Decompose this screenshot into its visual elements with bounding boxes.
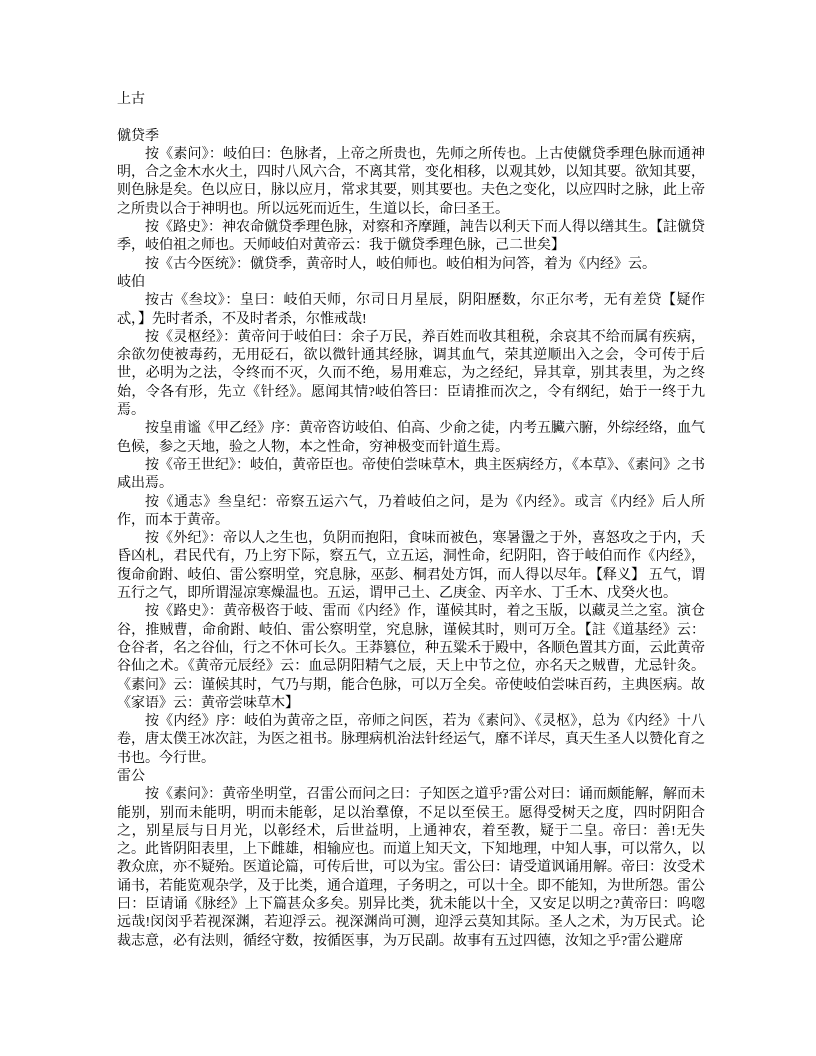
section-heading-jiudaiji: 僦贷季 [117, 128, 159, 144]
paragraph-qibo-sanfen: 按古《叁坟》：皇曰：岐伯天师，尔司日月星辰，阴阳歷数，尔正尔考，无有差贷【疑作忒，】先时者杀，不及时者杀，尔惟戒哉! [117, 293, 705, 327]
paragraph-jiudaiji-lushi: 按《路史》：神农命僦贷季理色脉，对察和齐摩踵，訰告以利天下而人得以缮其生。【註僦贷季，岐伯祖之师也。天师岐伯对黄帝云：我于僦贷季理色脉，己二世矣】 [117, 220, 705, 254]
section-heading-shanggu: 上古 [117, 92, 145, 107]
paragraph-qibo-jiayijing: 按皇甫谧《甲乙经》序：黄帝咨访岐伯、伯高、少俞之徒，内考五臟六腑，外综经络，血气色候，参之天地，验之人物，本之性命，穷神极变而针道生焉。 [117, 421, 705, 455]
document-content [117, 91, 705, 951]
paragraph-qibo-tongzhi: 按《通志》叁皇纪：帝察五运六气，乃着岐伯之问，是为《内经》。或言《内经》后人所作，而本于黄帝。 [117, 494, 705, 528]
paragraph-qibo-lushi: 按《路史》：黄帝极咨于岐、雷而《内经》作，谨候其时，着之玉版，以藏灵兰之室。演仓谷，推贼曹，命俞跗、岐伯、雷公察明堂，究息脉，谨候其时，则可万全。【註《道基经》云：仓谷者，名之谷仙，行之不休可长久。王莽篡位，种五粱禾于殿中，各顺色置其方面，云此黄帝谷仙之术。《黄帝元辰经》云：血忌阴阳精气之辰，天上中节之位，亦名天之贼曹，尤忌针灸。《素问》云：谨候其时，气乃与期，能合色脉，可以万全矣。帝使岐伯尝味百药，主典医病。故《家语》云：黄帝尝味草木】 [117, 604, 705, 711]
paragraph-qibo-waiji: 按《外纪》：帝以人之生也，负阴而抱阳，食味而被色，寒暑盪之于外，喜怒攻之于内，夭昏凶札，君民代有，乃上穷下际，察五气，立五运，洞性命，纪阴阳，咨于岐伯而作《内经》，復命俞跗、岐伯、雷公察明堂，究息脉，巫彭、桐君处方饵，而人得以尽年。【释义】 五气，谓五行之气，即所谓湿凉寒燥温也。五运，谓甲己土、乙庚金、丙辛水、丁壬木、戊癸火也。 [117, 531, 705, 602]
paragraph-qibo-lingshujing: 按《灵枢经》：黄帝问于岐伯曰：余子万民，养百姓而收其租税，余哀其不给而属有疾病，余欲勿使被毒药，无用砭石，欲以微针通其经脉，调其血气，荣其逆顺出入之会，令可传于后世，必明为之法，令终而不灭，久而不绝，易用难忘，为之经纪，异其章，别其表里，为之终始，令各有形，先立《针经》。愿闻其情?岐伯答曰：臣请推而次之，令有纲纪，始于一终于九焉。 [117, 329, 705, 419]
section-heading-leigong: 雷公 [117, 768, 145, 784]
paragraph-jiudaiji-gujinyitong: 按《古今医统》：僦贷季，黄帝时人，岐伯师也。岐伯相为问答，着为《内经》云。 [145, 256, 656, 272]
section-heading-qibo: 岐伯 [117, 274, 145, 290]
paragraph-qibo-neijingxu: 按《内经》序：岐伯为黄帝之臣，帝师之问医，若为《素问》、《灵枢》，总为《内经》十八卷，唐太僕王冰次註，为医之祖书。脉理病机治法针经运气，靡不详尽，真天生圣人以赞化育之书也。今行世。 [117, 714, 705, 766]
paragraph-qibo-diwangshiji: 按《帝王世纪》：岐伯，黄帝臣也。帝使伯尝味草木，典主医病经方，《本草》、《素问》之书咸出焉。 [117, 457, 705, 492]
paragraph-jiudaiji-suwen: 按《素问》：岐伯曰：色脉者，上帝之所贵也，先师之所传也。上古使僦贷季理色脉而通神明，合之金木水火土，四时八风六合，不离其常，变化相移，以观其妙，以知其要。欲知其要，则色脉是矣。色以应日，脉以应月，常求其要，则其要也。夫色之变化，以应四时之脉，此上帝之所贵以合于神明也。所以远死而近生，生道以长，命曰圣王。 [117, 146, 705, 217]
blank-line [117, 109, 705, 127]
paragraph-leigong-suwen: 按《素问》：黄帝坐明堂，召雷公而问之曰：子知医之道乎?雷公对曰：诵而颇能解，解而未能别，别而未能明，明而未能彰，足以治羣僚，不足以至侯王。愿得受树天之度，四时阴阳合之，别星辰与日月光，以彰经术，后世益明，上通神农，着至教，疑于二皇。帝曰：善!无失之。此皆阴阳表里，上下雌雄，相输应也。而道上知天文，下知地理，中知人事，可以常久，以教众庶，亦不疑殆。医道论篇，可传后世，可以为宝。雷公曰：请受道讽诵用解。帝曰：汝受术诵书，若能览观杂学，及于比类，通合道理，子务明之，可以十全。即不能知，为世所怨。雷公曰：臣请诵《脉经》上下篇甚众多矣。别异比类，犹未能以十全，又安足以明之?黄帝曰：呜唿远哉!闵闵乎若视深渊，若迎浮云。视深渊尚可测，迎浮云莫知其际。圣人之术，为万民式。论裁志意，必有法则，循经守数，按循医事，为万民副。故事有五过四德，汝知之乎?雷公避席 [117, 787, 705, 949]
